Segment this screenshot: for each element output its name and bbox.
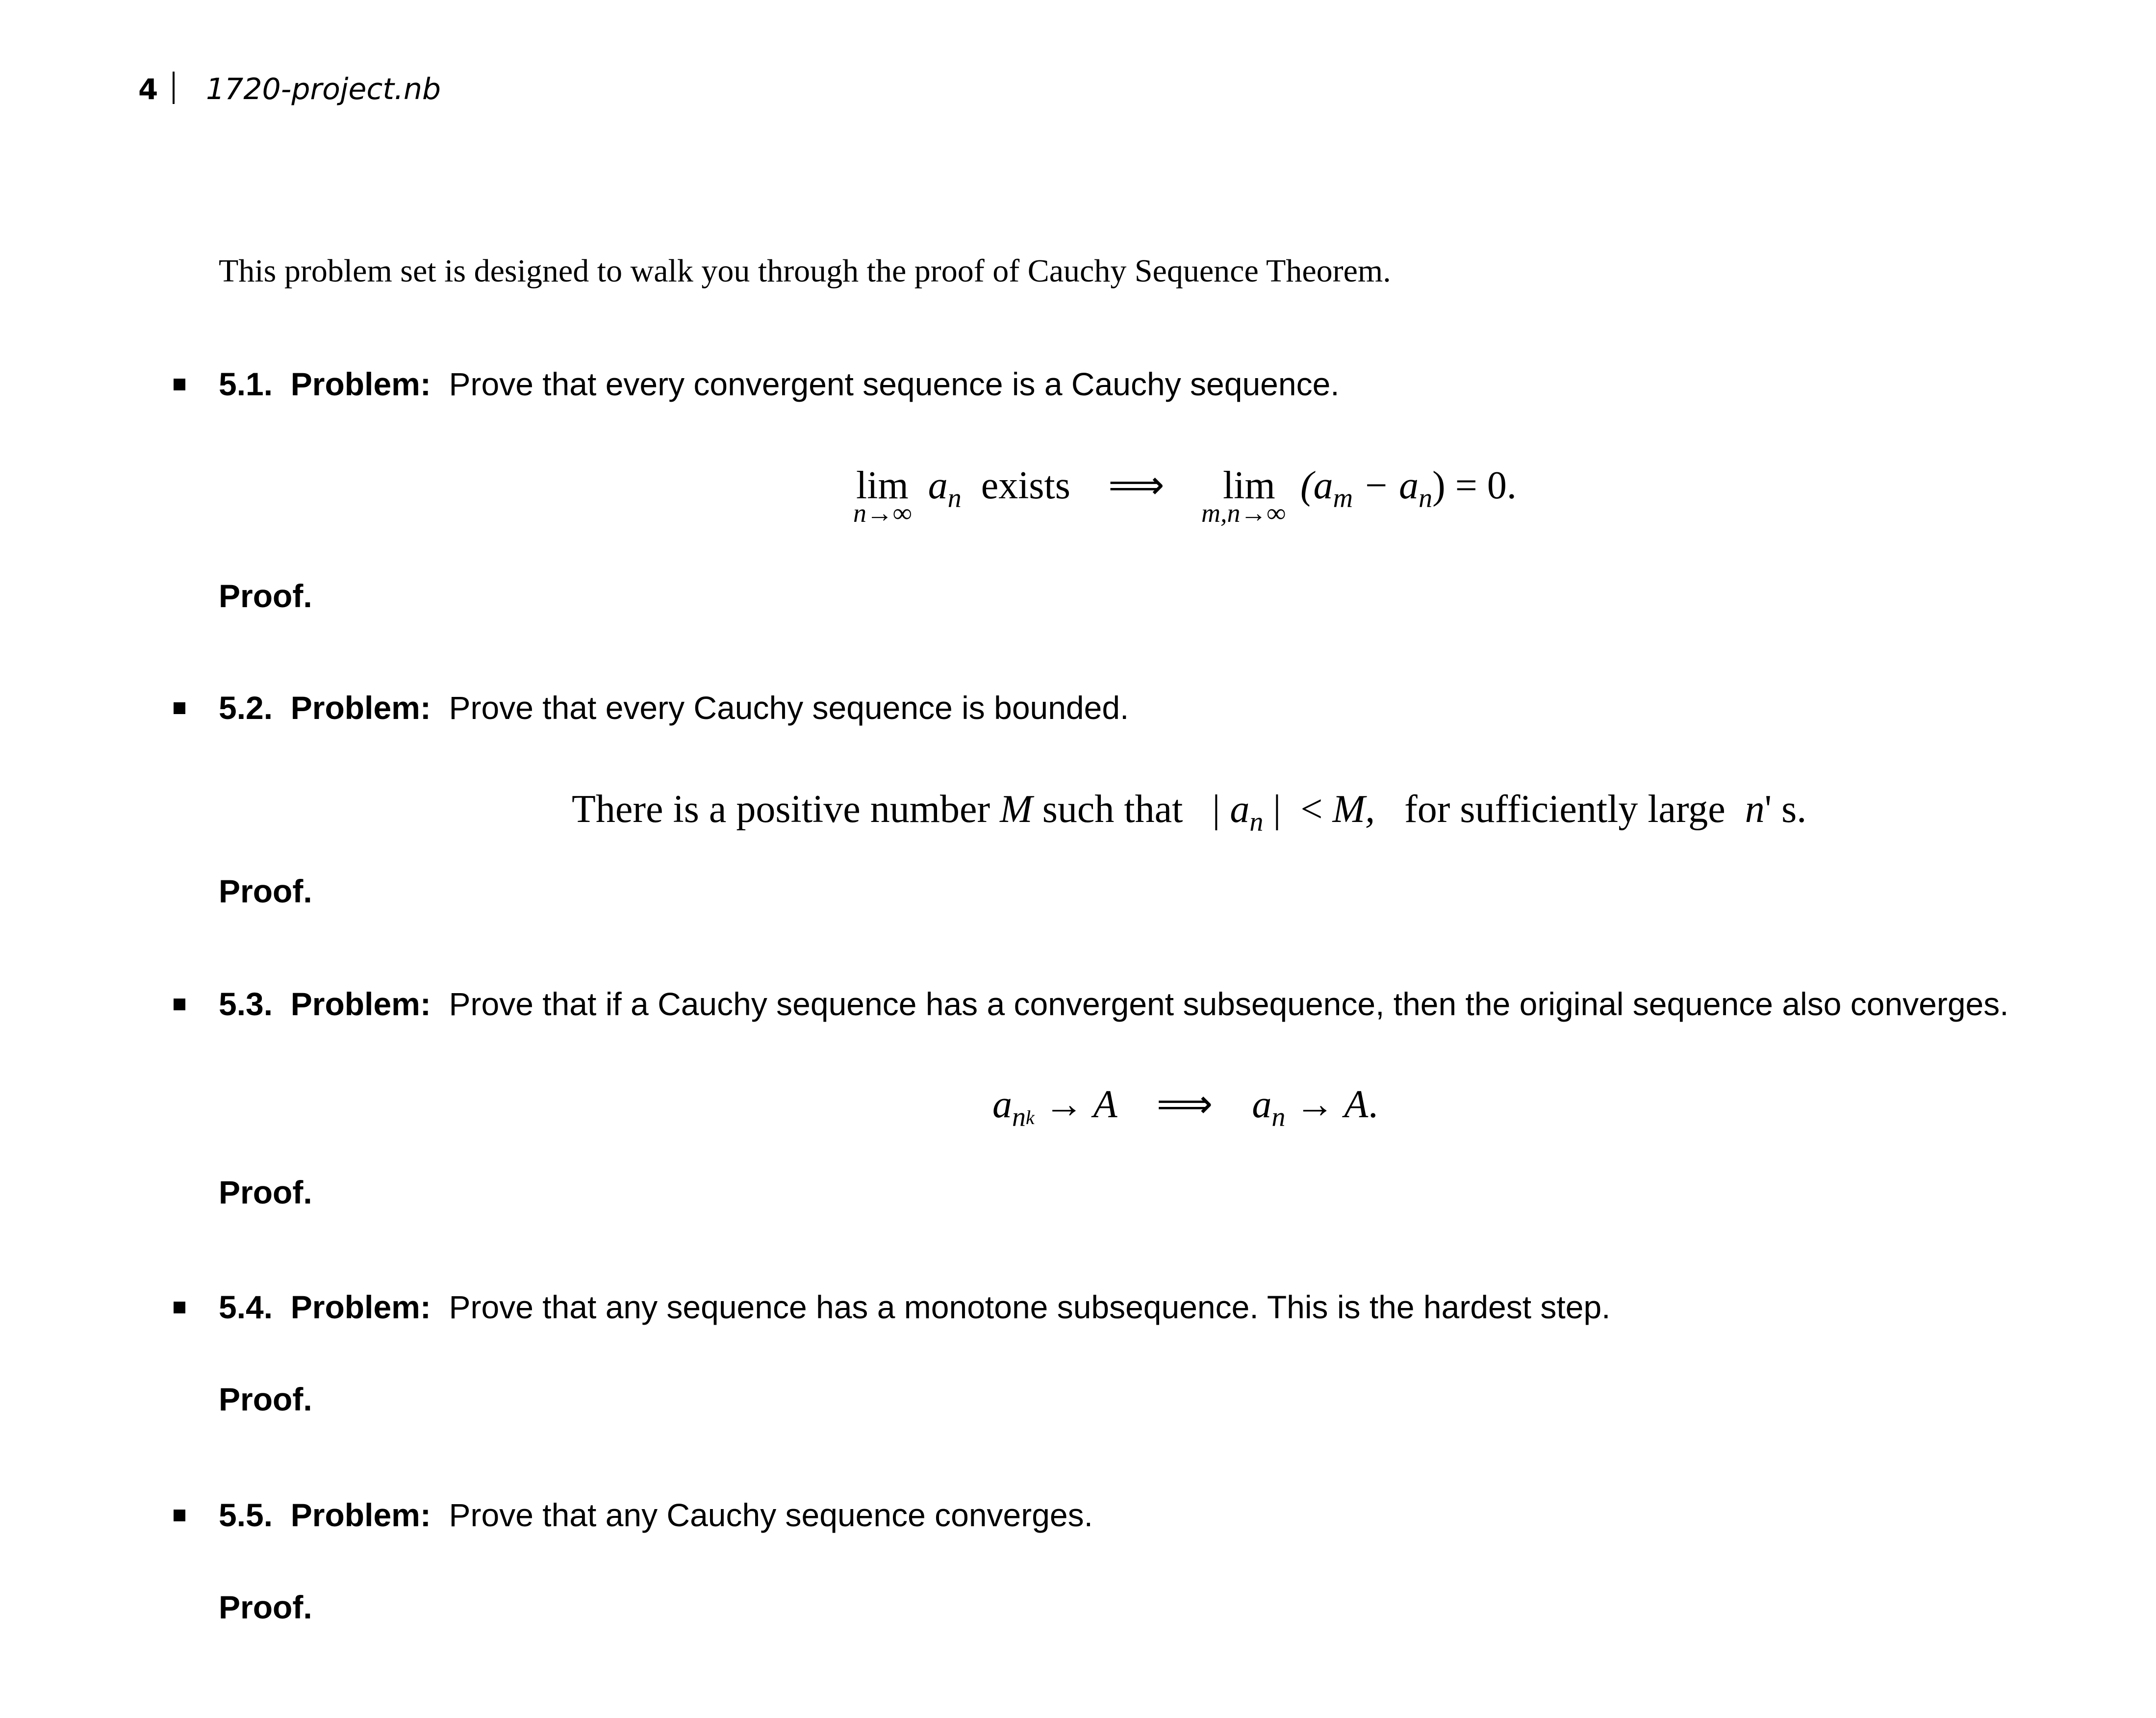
problem-text: Prove that any Cauchy sequence converges. [449,1497,1093,1533]
bullet-icon [174,379,185,390]
file-name: 1720-project.nb [206,72,441,106]
problem-number: 5.4. [219,1289,273,1325]
problem-number: 5.3. [219,986,273,1022]
problem-text: Prove that every convergent sequence is a Cauchy sequence. [449,366,1340,402]
problem-5-3 [219,982,2009,1026]
proof-label: Proof. [219,1589,312,1625]
formula-3: $a_nk \to A$ ⟹ $a_n \to A$. [992,1083,1378,1132]
problem-5-1 [219,362,1340,406]
formula-2: There is a positive number M such that | $a_n$ | < M, for sufficiently large n' s. [572,788,1807,837]
problem-label: Problem: [290,1289,431,1325]
problem-text: Prove that if a Cauchy sequence has a convergent subsequence, then the original sequence also converges. [449,986,2009,1022]
intro-text: This problem set is designed to walk you through the proof of Cauchy Sequence Theorem. [219,253,1391,289]
formula-1-rhs: $(a_m - a_n) = 0$. [1300,464,1517,513]
header-divider [173,72,175,104]
bullet-icon [174,1302,185,1313]
proof-label: Proof. [219,1381,312,1417]
problem-5-2 [219,686,1129,730]
proof-label: Proof. [219,1174,312,1210]
problem-label: Problem: [290,366,431,402]
bullet-icon [174,999,185,1010]
problem-number: 5.2. [219,690,273,726]
proof-label: Proof. [219,578,312,614]
problem-number: 5.5. [219,1497,273,1533]
formula-1-under-left: n→∞ [853,498,912,528]
problem-5-5 [219,1493,1093,1537]
formula-1-under-right: m,n→∞ [1201,498,1286,528]
proof-label: Proof. [219,873,312,909]
formula-1-lim2: lim [1223,464,1275,507]
formula-1-lim: $\lim a_n$ exists [856,464,1070,513]
bullet-icon [174,702,185,714]
problem-label: Problem: [290,690,431,726]
problem-text: Prove that any sequence has a monotone subsequence. This is the hardest step. [449,1289,1611,1325]
problem-5-4 [219,1285,1611,1329]
problem-label: Problem: [290,1497,431,1533]
problem-label: Problem: [290,986,431,1022]
page-number: 4 [138,73,158,106]
problem-number: 5.1. [219,366,273,402]
formula-1-implies: ⟹ [1108,464,1165,507]
problem-text: Prove that every Cauchy sequence is bounded. [449,690,1129,726]
bullet-icon [174,1510,185,1521]
